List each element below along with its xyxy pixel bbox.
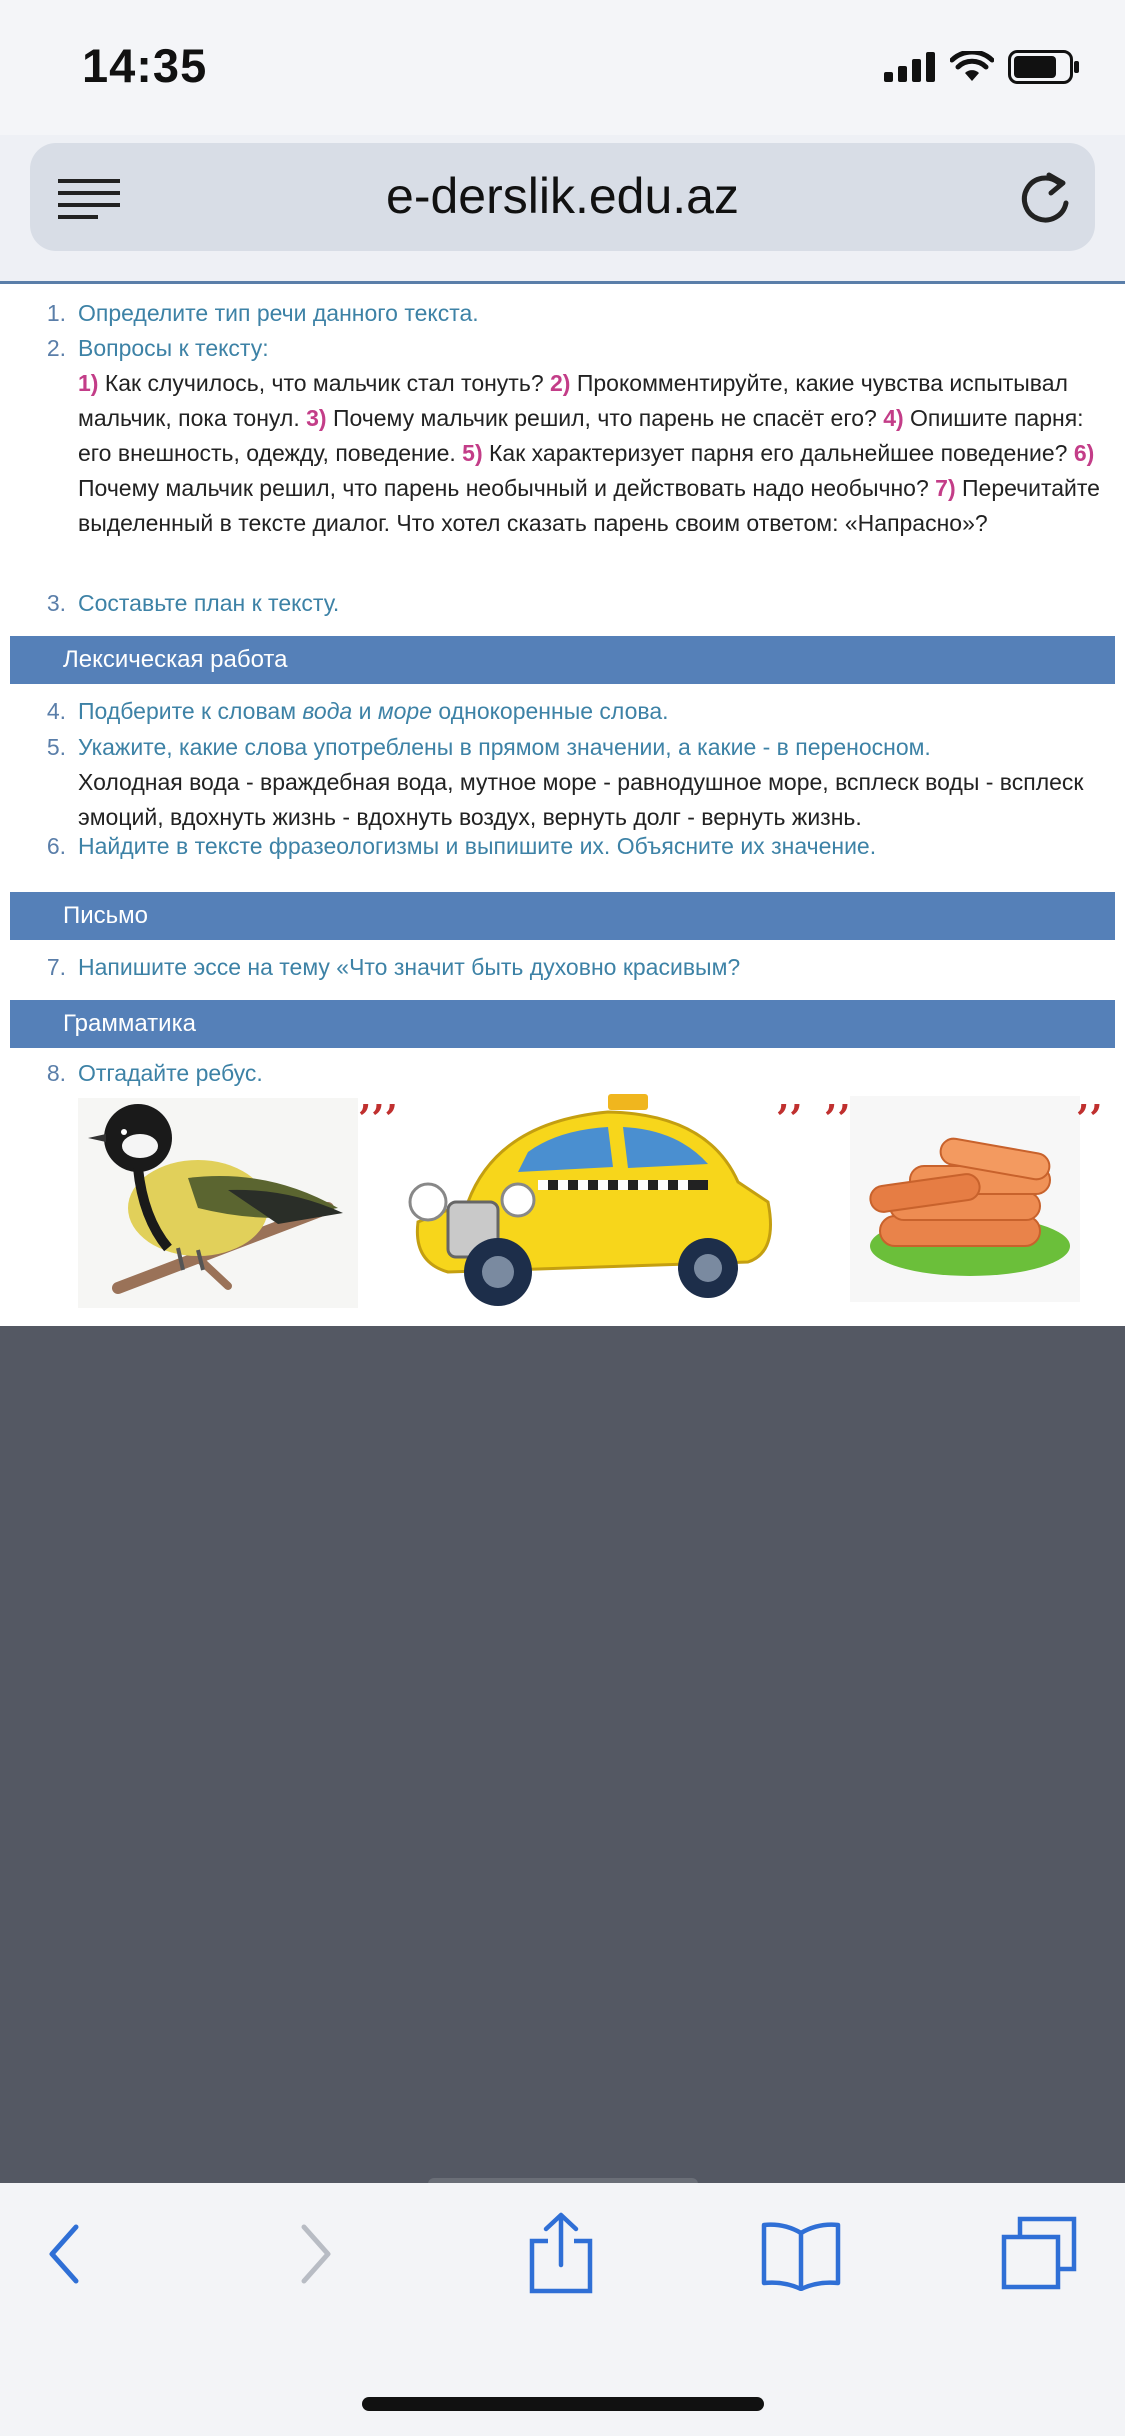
task-item-2: 2. Вопросы к тексту: 1) Как случилось, что мальчик стал тонуть? 2) Прокомментируйте, какие чувства испытывал мальчик, пока тонул. 3) Почему мальчик решил, что парень не спасёт его? 4) Опишите парня: его внешность, одежду, поведение. 5) Как характеризует парня его дальнейшее поведение? 6) Почему мальчик решил, что парень необычный и действовать надо необычно? 7) Перечитайте выделенный в тексте диалог. Что хотел сказать парень своим ответом: «Напрасно»? xyxy=(42,331,1092,541)
signal-icon xyxy=(884,52,936,82)
rebus-images xyxy=(0,1092,1125,1312)
task-item-5: 5. Укажите, какие слова употреблены в прямом значении, а какие - в переносном. Холодная вода - враждебная вода, мутное море - равнодушное море, всплеск воды - всплеск эмоций, вдохнуть жизнь - вдохнуть воздух, вернуть долг - вернуть жизнь. xyxy=(42,730,1092,835)
status-bar xyxy=(0,0,1125,135)
word-pairs-text: Холодная вода - враждебная вода, мутное море - равнодушное море, всплеск воды - всплеск эмоций, вдохнуть жизнь - вдохнуть воздух, вернуть долг - вернуть жизнь. xyxy=(78,769,1084,830)
status-time: 14:35 xyxy=(82,39,208,92)
bookmarks-icon[interactable] xyxy=(760,2221,842,2291)
task-item-7: 7. Напишите эссе на тему «Что значит быть духовно красивым? xyxy=(46,954,741,980)
address-bar[interactable] xyxy=(30,143,1095,251)
task-item-6: 6. Найдите в тексте фразеологизмы и выпишите их. Объясните их значение. xyxy=(46,833,877,859)
section-header-grammar: Грамматика xyxy=(10,1000,1115,1048)
task-item-1: 1. Определите тип речи данного текста. xyxy=(46,300,479,326)
url-text[interactable]: e-derslik.edu.az xyxy=(386,168,739,224)
wifi-icon xyxy=(950,51,994,83)
question-list: 1) Как случилось, что мальчик стал тонуть? 2) Прокомментируйте, какие чувства испытывал мальчик, пока тонул. 3) Почему мальчик решил, что парень не спасёт его? 4) Опишите парня: его внешность, одежду, поведение. 5) Как характеризует парня его дальнейшее поведение? 6) Почему мальчик решил, что парень необычный и действовать надо необычно? 7) Перечитайте выделенный в тексте диалог. Что хотел сказать парень своим ответом: «Напрасно»? xyxy=(78,370,1100,536)
section-header-lexical: Лексическая работа xyxy=(10,636,1115,684)
browser-bottom-toolbar xyxy=(0,2183,1125,2436)
textbook-page xyxy=(0,284,1125,1326)
rebus-quote-3: ’’ xyxy=(824,1096,851,1141)
tabs-icon[interactable] xyxy=(1000,2215,1078,2291)
rebus-quote-2: ’’ xyxy=(776,1096,803,1141)
sausages-image xyxy=(850,1096,1080,1302)
browser-toolbar xyxy=(0,135,1125,283)
share-icon[interactable] xyxy=(528,2211,594,2295)
task-item-4: 4. Подберите к словам вода и море однокоренные слова. xyxy=(46,698,669,724)
bird-image xyxy=(78,1098,358,1308)
section-header-writing: Письмо xyxy=(10,892,1115,940)
task-item-3: 3. Составьте план к тексту. xyxy=(46,590,340,616)
home-indicator[interactable] xyxy=(362,2397,764,2411)
rebus-quote-4: ’’ xyxy=(1076,1096,1103,1141)
task-item-8: 8. Отгадайте ребус. xyxy=(46,1060,263,1086)
status-icons xyxy=(884,50,1080,84)
forward-icon[interactable] xyxy=(296,2221,336,2287)
taxi-image xyxy=(408,1092,778,1312)
rebus-quote-1: ’’’ xyxy=(358,1096,398,1141)
reload-icon[interactable] xyxy=(1019,171,1073,227)
battery-icon xyxy=(1008,50,1080,84)
back-icon[interactable] xyxy=(44,2221,84,2287)
